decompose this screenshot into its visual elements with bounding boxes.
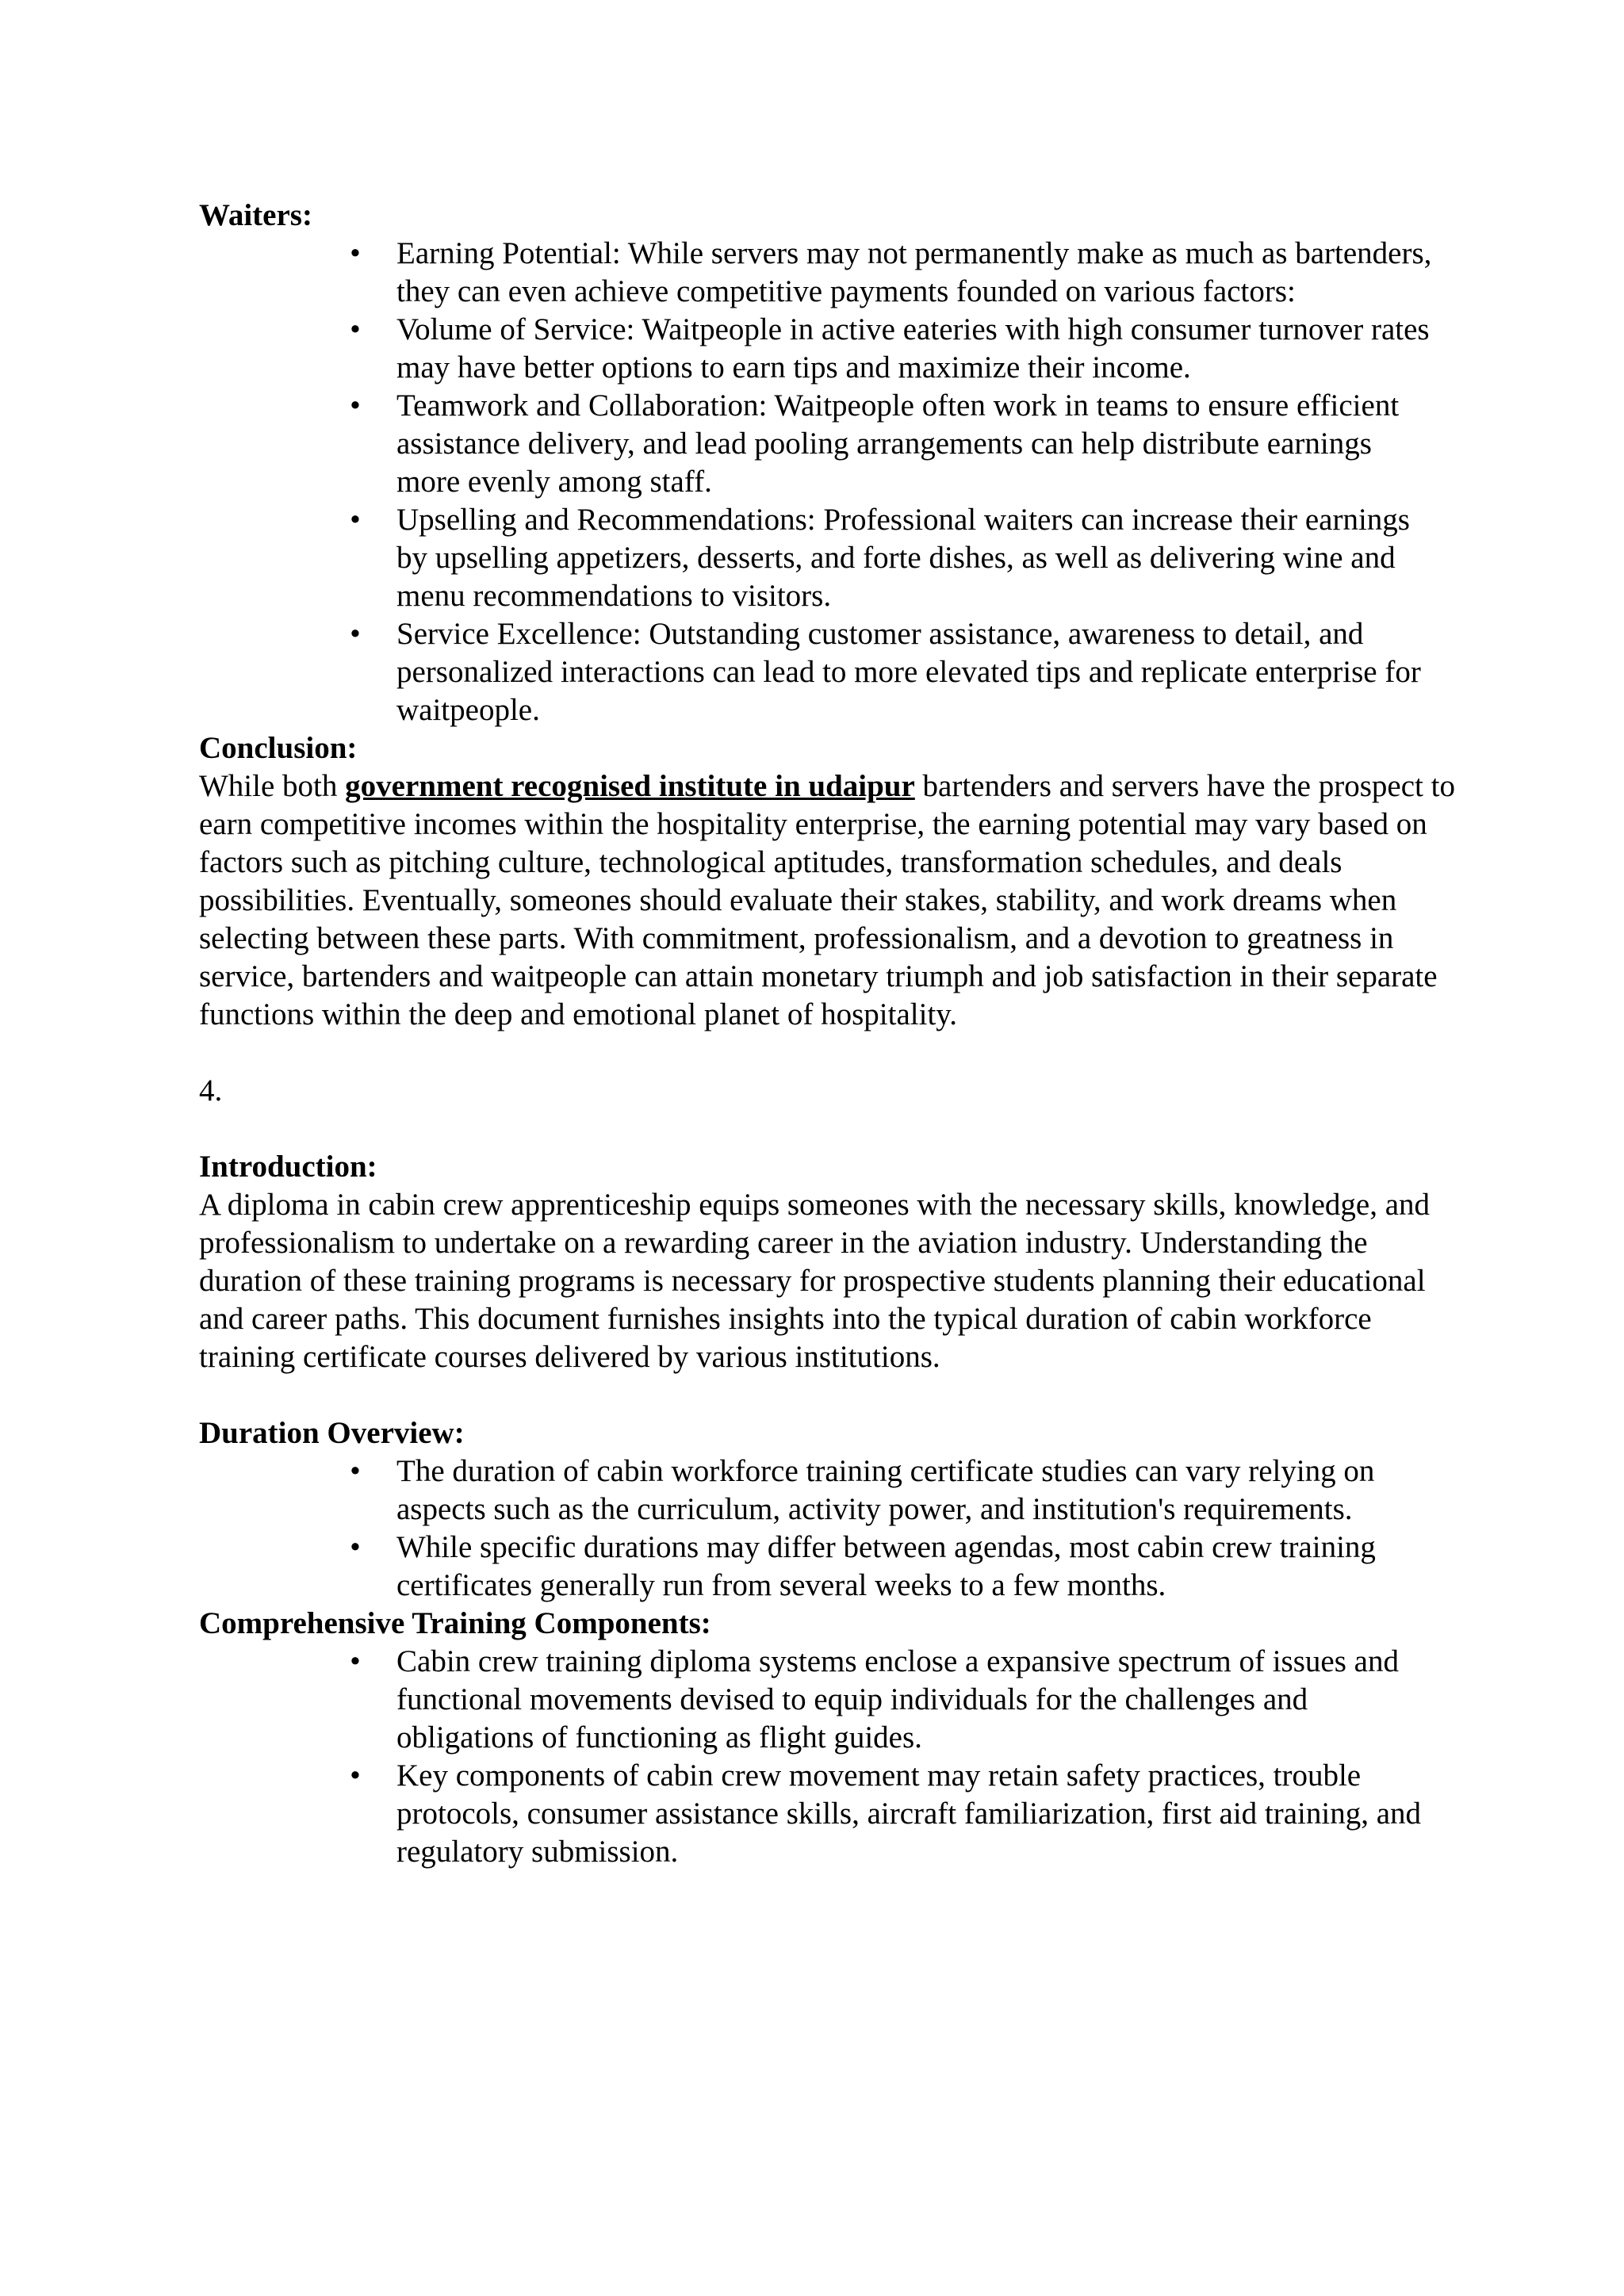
list-item: [350, 501, 1468, 615]
list-item-text: The duration of cabin workforce training certificate studies can vary relying on aspects such as the curriculum, activity power, and institution's requirements.: [396, 1454, 1375, 1526]
bullet-icon: •: [350, 503, 361, 537]
list-item: [350, 1529, 1468, 1605]
bullet-icon: •: [350, 1530, 361, 1564]
list-item-text: Cabin crew training diploma systems enclose a expansive spectrum of issues and functional movements devised to equip individuals for the challenges and obligations of functioning as flight guides.: [396, 1644, 1399, 1755]
institute-link[interactable]: government recognised institute in udaipur: [345, 769, 915, 803]
list-item-text: Upselling and Recommendations: Professional waiters can increase their earnings by upselling appetizers, desserts, and forte dishes, as well as delivering wine and menu recommendations to visitors.: [396, 503, 1410, 613]
list-item: [350, 615, 1468, 729]
components-bullet-list: [199, 1643, 1468, 1871]
waiters-bullet-list: [199, 235, 1468, 729]
list-item: [350, 1643, 1468, 1757]
list-item: [350, 387, 1468, 501]
list-item-text: Service Excellence: Outstanding customer assistance, awareness to detail, and personalized interactions can lead to more elevated tips and replicate enterprise for waitpeople.: [396, 617, 1421, 727]
spacer: [199, 1034, 1468, 1072]
conclusion-text-start: While both: [199, 769, 346, 803]
introduction-paragraph: A diploma in cabin crew apprenticeship equips someones with the necessary skills, knowledge, and professionalism to undertake on a rewarding career in the aviation industry. Understanding the duration of these training programs is necessary for prospective students planning their educational and career paths. This document furnishes insights into the typical duration of cabin workforce training certificate courses delivered by various institutions.: [199, 1188, 1431, 1374]
conclusion-paragraph: [199, 767, 1468, 1034]
document-page: [199, 197, 1468, 1871]
duration-bullet-list: [199, 1452, 1468, 1605]
bullet-icon: •: [350, 236, 361, 270]
list-item-text: While specific durations may differ between agendas, most cabin crew training certificates generally run from several weeks to a few months.: [396, 1530, 1376, 1602]
bullet-icon: •: [350, 617, 361, 651]
list-item: [350, 235, 1468, 311]
introduction-heading: Introduction:: [199, 1150, 377, 1184]
list-item-text: Volume of Service: Waitpeople in active eateries with high consumer turnover rates may have better options to earn tips and maximize their income.: [396, 312, 1430, 385]
list-item: [350, 1452, 1468, 1529]
spacer: [199, 1110, 1468, 1148]
waiters-heading: Waiters:: [199, 198, 312, 232]
bullet-icon: •: [350, 1644, 361, 1678]
list-item-text: Teamwork and Collaboration: Waitpeople often work in teams to ensure efficient assistance delivery, and lead pooling arrangements can help distribute earnings more evenly among staff.: [396, 388, 1400, 499]
bullet-icon: •: [350, 388, 361, 423]
list-item-text: Earning Potential: While servers may not permanently make as much as bartenders, they can even achieve competitive payments founded on various factors:: [396, 236, 1432, 308]
conclusion-text-rest: bartenders and servers have the prospect to earn competitive incomes within the hospitality enterprise, the earning potential may vary based on factors such as pitching culture, technological aptitudes, transformation schedules, and deals possibilities. Eventually, someones should evaluate their stakes, stability, and work dreams when selecting between these parts. With commitment, professionalism, and a devotion to greatness in service, bartenders and waitpeople can attain monetary triumph and job satisfaction in their separate functions within the deep and emotional planet of hospitality.: [199, 769, 1455, 1031]
list-item: [350, 311, 1468, 387]
bullet-icon: •: [350, 312, 361, 346]
spacer: [199, 1376, 1468, 1414]
section-number: 4.: [199, 1073, 223, 1108]
conclusion-heading: Conclusion:: [199, 731, 358, 765]
bullet-icon: •: [350, 1758, 361, 1793]
components-heading: Comprehensive Training Components:: [199, 1606, 711, 1640]
bullet-icon: •: [350, 1454, 361, 1488]
list-item: [350, 1757, 1468, 1871]
duration-heading: Duration Overview:: [199, 1416, 465, 1450]
list-item-text: Key components of cabin crew movement may retain safety practices, trouble protocols, consumer assistance skills, aircraft familiarization, first aid training, and regulatory submission.: [396, 1758, 1422, 1869]
